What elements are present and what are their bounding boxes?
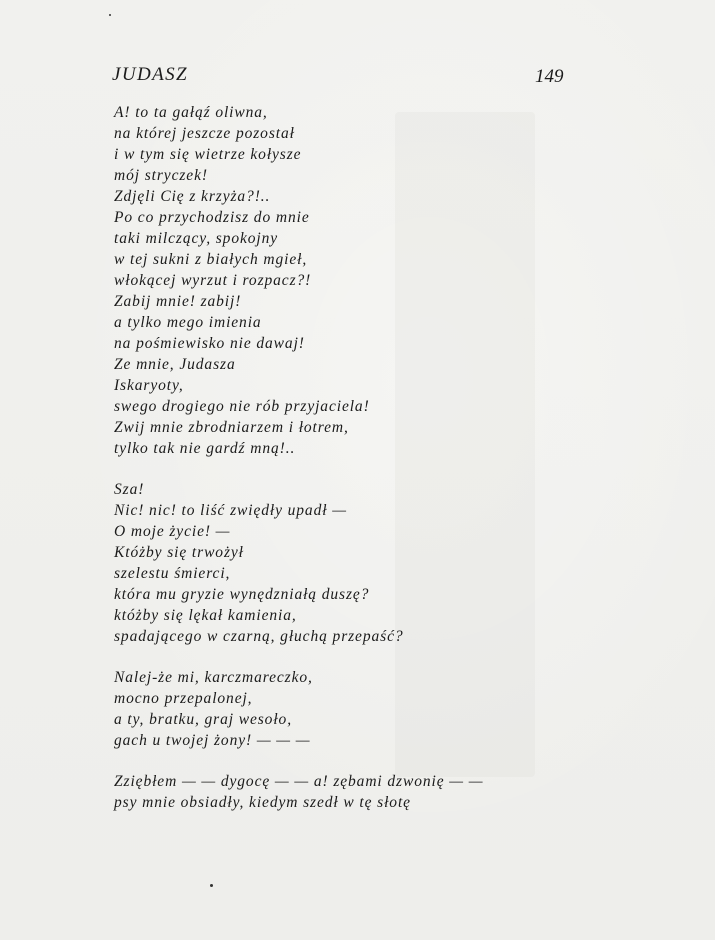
running-head-title: JUDASZ [112,64,188,85]
poem-line: Zwij mnie zbrodniarzem i łotrem, [114,419,349,436]
poem-line: a tylko mego imienia [114,314,262,331]
poem-line: i w tym się wietrze kołysze [114,146,302,163]
poem-line: Ze mnie, Judasza [114,356,236,373]
poem-line: gach u twojej żony! — — — [114,732,311,749]
poem-line: Zziębłem — — dygocę — — a! zębami dzwonię — — [114,773,484,790]
poem-line: na której jeszcze pozostał [114,125,295,142]
stanza-3 [114,667,554,751]
poem-line: mój stryczek! [114,167,208,184]
poem-line: swego drogiego nie rób przyjaciela! [114,398,370,415]
poem-line: Nalej-że mi, karczmareczko, [114,669,313,686]
poem-line: a ty, bratku, graj wesoło, [114,711,292,728]
stanza-4 [114,771,554,813]
poem-text [114,102,554,813]
poem-line: spadającego w czarną, głuchą przepaść? [114,628,404,645]
poem-line: A! to ta gałąź oliwna, [114,104,268,121]
poem-line: tylko tak nie gardź mną!.. [114,440,296,457]
poem-line: O moje życie! — [114,523,231,540]
poem-line: Nic! nic! to liść zwiędły upadł — [114,502,347,519]
poem-line: Zdjęli Cię z krzyża?!.. [114,188,271,205]
stanza-break [114,459,554,479]
poem-line: w tej sukni z białych mgieł, [114,251,308,268]
stanza-break [114,647,554,667]
poem-line: która mu gryzie wynędzniałą duszę? [114,586,370,603]
poem-line: psy mnie obsiadły, kiedym szedł w tę słotę [114,794,411,811]
stanza-2 [114,479,554,647]
poem-line: szelestu śmierci, [114,565,231,582]
poem-line: Zabij mnie! zabij! [114,293,242,310]
poem-line: któżby się lękał kamienia, [114,607,297,624]
poem-line: taki milczący, spokojny [114,230,279,247]
stanza-break [114,751,554,771]
poem-line: włokącej wyrzut i rozpacz?! [114,272,312,289]
poem-line: Iskaryoty, [114,377,184,394]
stanza-1 [114,102,554,459]
page-number: 149 [535,66,564,87]
poem-line: na pośmiewisko nie dawaj! [114,335,305,352]
poem-line: mocno przepalonej, [114,690,253,707]
poem-line: Po co przychodzisz do mnie [114,209,310,226]
poem-line: Sza! [114,481,145,498]
ink-speck [210,884,213,887]
poem-line: Któżby się trwożył [114,544,244,561]
ink-speck [109,14,111,16]
